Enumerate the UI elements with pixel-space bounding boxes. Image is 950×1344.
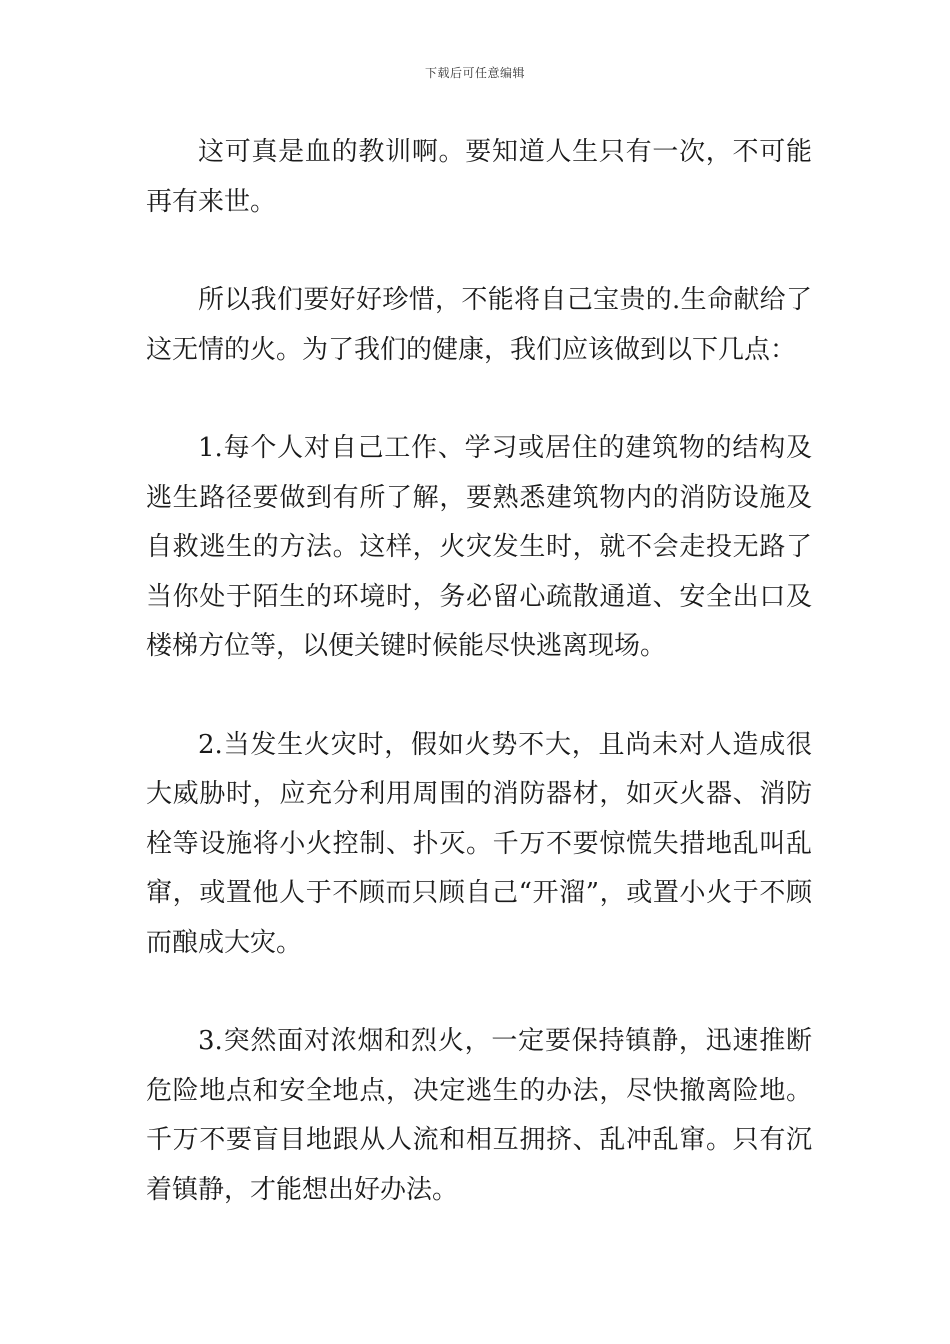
- paragraph-point-2: 2.当发生火灾时，假如火势不大，且尚未对人造成很大威胁时，应充分利用周围的消防器材，如灭火器、消防栓等设施将小火控制、扑灭。千万不要惊慌失措地乱叫乱窜，或置他人于不顾而只顾自己“开溜”，或置小火于不顾而酿成大灾。: [146, 729, 812, 958]
- paragraph-cherish-life: 所以我们要好好珍惜，不能将自己宝贵的.生命献给了这无情的火。为了我们的健康，我们应该做到以下几点：: [146, 285, 812, 365]
- document-body: [146, 128, 812, 1264]
- page-header-note: 下载后可任意编辑: [424, 66, 525, 80]
- paragraph-point-1: 1.每个人对自己工作、学习或居住的建筑物的结构及逃生路径要做到有所了解，要熟悉建筑物内的消防设施及自救逃生的方法。这样，火灾发生时，就不会走投无路了当你处于陌生的环境时，务必留心疏散通道、安全出口及楼梯方位等，以便关键时候能尽快逃离现场。: [146, 433, 812, 661]
- paragraph-point-3: 3.突然面对浓烟和烈火，一定要保持镇静，迅速推断危险地点和安全地点，决定逃生的办法，尽快撤离险地。千万不要盲目地跟从人流和相互拥挤、乱冲乱窜。只有沉着镇静，才能想出好办法。: [146, 1026, 812, 1205]
- paragraph-lesson: 这可真是血的教训啊。要知道人生只有一次，不可能再有来世。: [146, 137, 812, 217]
